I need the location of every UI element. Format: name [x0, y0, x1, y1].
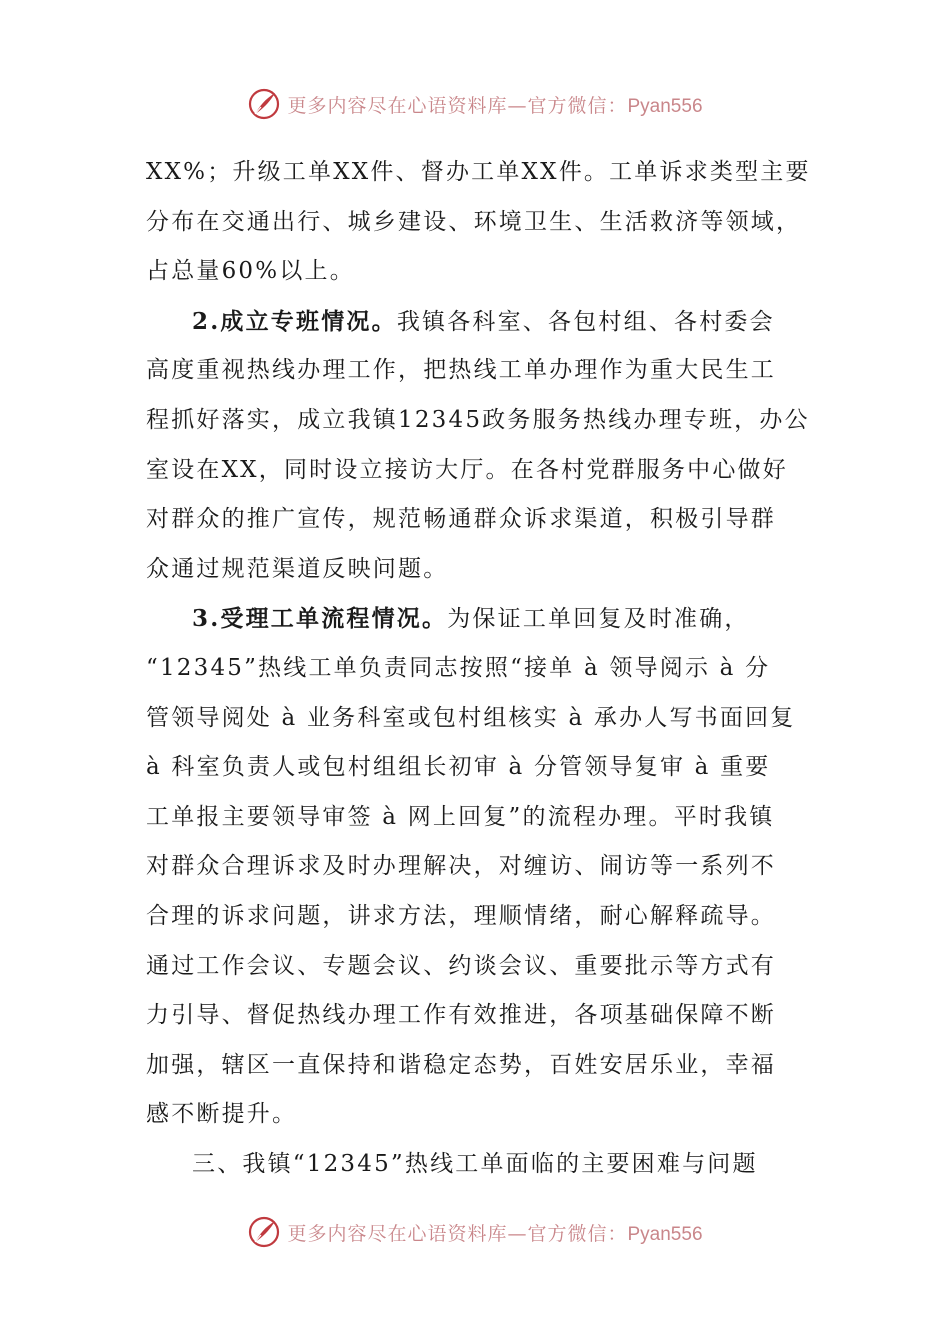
body-line: 加强，辖区一直保持和谐稳定态势，百姓安居乐业，幸福	[146, 1051, 776, 1078]
body-line: 占总量60%以上。	[146, 258, 355, 285]
body-line: 工单报主要领导审签 à 网上回复”的流程办理。平时我镇	[146, 803, 775, 830]
quill-pen-logo-icon	[247, 1215, 281, 1249]
body-line: à 科室负责人或包村组组长初审 à 分管领导复审 à 重要	[146, 754, 771, 781]
section-heading: 三、我镇“12345”热线工单面临的主要困难与问题	[192, 1150, 758, 1177]
body-line: 合理的诉求问题，讲求方法，理顺情绪，耐心解释疏导。	[146, 902, 776, 929]
watermark-text-cn: 更多内容尽在心语资料库—官方微信：	[287, 94, 628, 117]
body-line: 程抓好落实，成立我镇12345政务服务热线办理专班，办公	[146, 406, 810, 433]
body-line: 通过工作会议、专题会议、约谈会议、重要批示等方式有	[146, 952, 776, 979]
body-line: 对群众的推广宣传，规范畅通群众诉求渠道，积极引导群	[146, 506, 776, 533]
paragraph-heading: 2.成立专班情况。	[192, 307, 397, 335]
body-text-span: 我镇各科室、各包村组、各村委会	[396, 308, 775, 335]
paragraph-first-line	[146, 594, 806, 644]
document-body	[146, 148, 811, 1189]
body-text-span: 为保证工单回复及时准确，	[447, 606, 750, 633]
body-line: 室设在XX，同时设立接访大厅。在各村党群服务中心做好	[146, 456, 788, 483]
body-line: 感不断提升。	[146, 1101, 298, 1128]
watermark-text	[287, 1219, 702, 1246]
body-line: 力引导、督促热线办理工作有效推进，各项基础保障不断	[146, 1002, 776, 1029]
body-line: 分布在交通出行、城乡建设、环境卫生、生活救济等领域，	[146, 208, 802, 235]
body-line: 管领导阅处 à 业务科室或包村组核实 à 承办人写书面回复	[146, 704, 796, 731]
watermark-text-cn: 更多内容尽在心语资料库—官方微信：	[287, 1222, 628, 1245]
paragraph-first-line	[146, 297, 806, 347]
body-line: “12345”热线工单负责同志按照“接单 à 领导阅示 à 分	[146, 654, 771, 681]
watermark-wechat-id: Pyan556	[627, 1223, 703, 1245]
quill-pen-logo-icon	[247, 87, 281, 121]
watermark-text	[287, 91, 702, 118]
paragraph-heading: 3.受理工单流程情况。	[192, 605, 448, 633]
body-line: 高度重视热线办理工作，把热线工单办理作为重大民生工	[146, 357, 776, 384]
watermark-wechat-id: Pyan556	[627, 95, 703, 117]
body-line: 众通过规范渠道反映问题。	[146, 555, 449, 582]
body-line: 对群众合理诉求及时办理解决，对缠访、闹访等一系列不	[146, 853, 776, 880]
body-line: XX%；升级工单XX件、督办工单XX件。工单诉求类型主要	[146, 159, 811, 185]
footer-watermark	[0, 1212, 950, 1252]
header-watermark	[0, 84, 950, 124]
